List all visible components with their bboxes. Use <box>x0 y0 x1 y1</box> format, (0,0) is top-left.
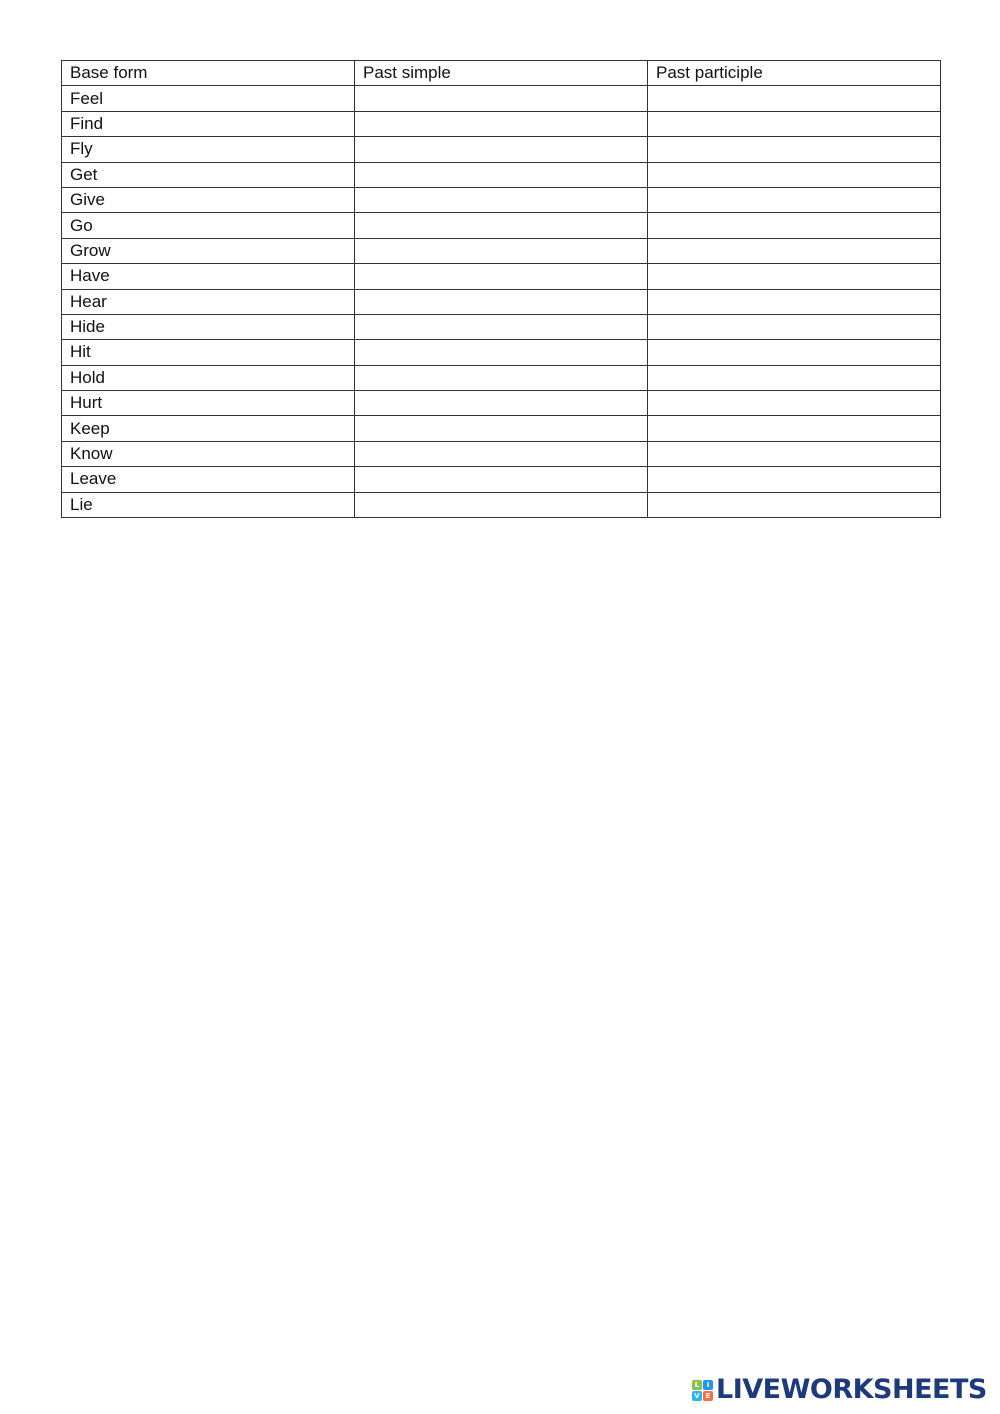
past-simple-cell[interactable] <box>355 441 648 466</box>
past-participle-input[interactable] <box>656 291 940 313</box>
past-simple-input[interactable] <box>363 316 647 338</box>
past-participle-cell[interactable] <box>648 238 941 263</box>
base-form-cell: Feel <box>62 86 355 111</box>
table-row <box>62 467 941 492</box>
past-participle-input[interactable] <box>656 367 940 389</box>
table-row <box>62 314 941 339</box>
liveworksheets-logo <box>692 1374 987 1406</box>
past-participle-input[interactable] <box>656 88 940 110</box>
table-row <box>62 187 941 212</box>
past-participle-cell[interactable] <box>648 391 941 416</box>
past-simple-cell[interactable] <box>355 111 648 136</box>
logo-mark-tile: V <box>692 1391 702 1401</box>
past-simple-cell[interactable] <box>355 416 648 441</box>
past-simple-input[interactable] <box>363 392 647 414</box>
table-row <box>62 213 941 238</box>
past-participle-cell[interactable] <box>648 213 941 238</box>
base-form-cell: Go <box>62 213 355 238</box>
base-form-cell: Have <box>62 264 355 289</box>
past-simple-cell[interactable] <box>355 264 648 289</box>
past-simple-cell[interactable] <box>355 213 648 238</box>
past-simple-cell[interactable] <box>355 289 648 314</box>
past-participle-input[interactable] <box>656 138 940 160</box>
past-participle-cell[interactable] <box>648 467 941 492</box>
table-row <box>62 238 941 263</box>
past-simple-input[interactable] <box>363 215 647 237</box>
header-past-simple: Past simple <box>355 61 648 86</box>
past-simple-input[interactable] <box>363 88 647 110</box>
past-participle-input[interactable] <box>656 113 940 135</box>
past-participle-cell[interactable] <box>648 111 941 136</box>
past-simple-input[interactable] <box>363 341 647 363</box>
past-simple-input[interactable] <box>363 189 647 211</box>
base-form-cell: Give <box>62 187 355 212</box>
past-simple-input[interactable] <box>363 418 647 440</box>
header-past-participle: Past participle <box>648 61 941 86</box>
table-row <box>62 111 941 136</box>
logo-mark-tile: L <box>692 1380 702 1390</box>
past-simple-cell[interactable] <box>355 187 648 212</box>
past-simple-cell[interactable] <box>355 86 648 111</box>
past-participle-input[interactable] <box>656 164 940 186</box>
base-form-cell: Hide <box>62 314 355 339</box>
table-row <box>62 289 941 314</box>
past-simple-input[interactable] <box>363 113 647 135</box>
past-simple-input[interactable] <box>363 291 647 313</box>
past-simple-cell[interactable] <box>355 340 648 365</box>
logo-mark-icon <box>692 1380 713 1401</box>
past-simple-cell[interactable] <box>355 391 648 416</box>
past-participle-cell[interactable] <box>648 86 941 111</box>
table-header <box>62 61 941 86</box>
table-row <box>62 162 941 187</box>
base-form-cell: Grow <box>62 238 355 263</box>
past-simple-cell[interactable] <box>355 365 648 390</box>
past-simple-input[interactable] <box>363 265 647 287</box>
past-participle-input[interactable] <box>656 240 940 262</box>
base-form-cell: Get <box>62 162 355 187</box>
table-row <box>62 416 941 441</box>
past-participle-input[interactable] <box>656 418 940 440</box>
past-simple-input[interactable] <box>363 138 647 160</box>
table-row <box>62 391 941 416</box>
past-participle-cell[interactable] <box>648 441 941 466</box>
past-participle-cell[interactable] <box>648 340 941 365</box>
past-participle-input[interactable] <box>656 392 940 414</box>
past-simple-cell[interactable] <box>355 137 648 162</box>
table-row <box>62 340 941 365</box>
table-row <box>62 492 941 517</box>
past-simple-input[interactable] <box>363 494 647 516</box>
past-participle-input[interactable] <box>656 468 940 490</box>
past-simple-cell[interactable] <box>355 492 648 517</box>
base-form-cell: Hold <box>62 365 355 390</box>
past-participle-input[interactable] <box>656 215 940 237</box>
past-participle-cell[interactable] <box>648 137 941 162</box>
past-simple-input[interactable] <box>363 443 647 465</box>
verb-forms-table <box>61 60 941 518</box>
table-body <box>62 86 941 518</box>
past-participle-cell[interactable] <box>648 289 941 314</box>
base-form-cell: Keep <box>62 416 355 441</box>
past-participle-input[interactable] <box>656 265 940 287</box>
base-form-cell: Hear <box>62 289 355 314</box>
table-row <box>62 441 941 466</box>
table-row <box>62 137 941 162</box>
base-form-cell: Find <box>62 111 355 136</box>
past-simple-input[interactable] <box>363 468 647 490</box>
past-participle-input[interactable] <box>656 443 940 465</box>
past-simple-cell[interactable] <box>355 238 648 263</box>
past-participle-input[interactable] <box>656 341 940 363</box>
table-row <box>62 264 941 289</box>
header-base-form: Base form <box>62 61 355 86</box>
header-row <box>62 61 941 86</box>
past-participle-cell[interactable] <box>648 187 941 212</box>
base-form-cell: Leave <box>62 467 355 492</box>
past-participle-cell[interactable] <box>648 492 941 517</box>
logo-mark-tile: I <box>703 1380 713 1390</box>
base-form-cell: Fly <box>62 137 355 162</box>
past-participle-input[interactable] <box>656 494 940 516</box>
past-participle-input[interactable] <box>656 316 940 338</box>
base-form-cell: Lie <box>62 492 355 517</box>
past-simple-cell[interactable] <box>355 467 648 492</box>
past-simple-input[interactable] <box>363 164 647 186</box>
past-simple-cell[interactable] <box>355 314 648 339</box>
past-participle-cell[interactable] <box>648 162 941 187</box>
past-participle-input[interactable] <box>656 189 940 211</box>
past-participle-cell[interactable] <box>648 264 941 289</box>
past-simple-cell[interactable] <box>355 162 648 187</box>
past-simple-input[interactable] <box>363 367 647 389</box>
base-form-cell: Know <box>62 441 355 466</box>
past-participle-cell[interactable] <box>648 416 941 441</box>
table-row <box>62 365 941 390</box>
past-participle-cell[interactable] <box>648 314 941 339</box>
logo-text: LIVEWORKSHEETS <box>716 1374 987 1405</box>
table-row <box>62 86 941 111</box>
past-simple-input[interactable] <box>363 240 647 262</box>
logo-mark-tile: E <box>703 1391 713 1401</box>
base-form-cell: Hurt <box>62 391 355 416</box>
past-participle-cell[interactable] <box>648 365 941 390</box>
base-form-cell: Hit <box>62 340 355 365</box>
